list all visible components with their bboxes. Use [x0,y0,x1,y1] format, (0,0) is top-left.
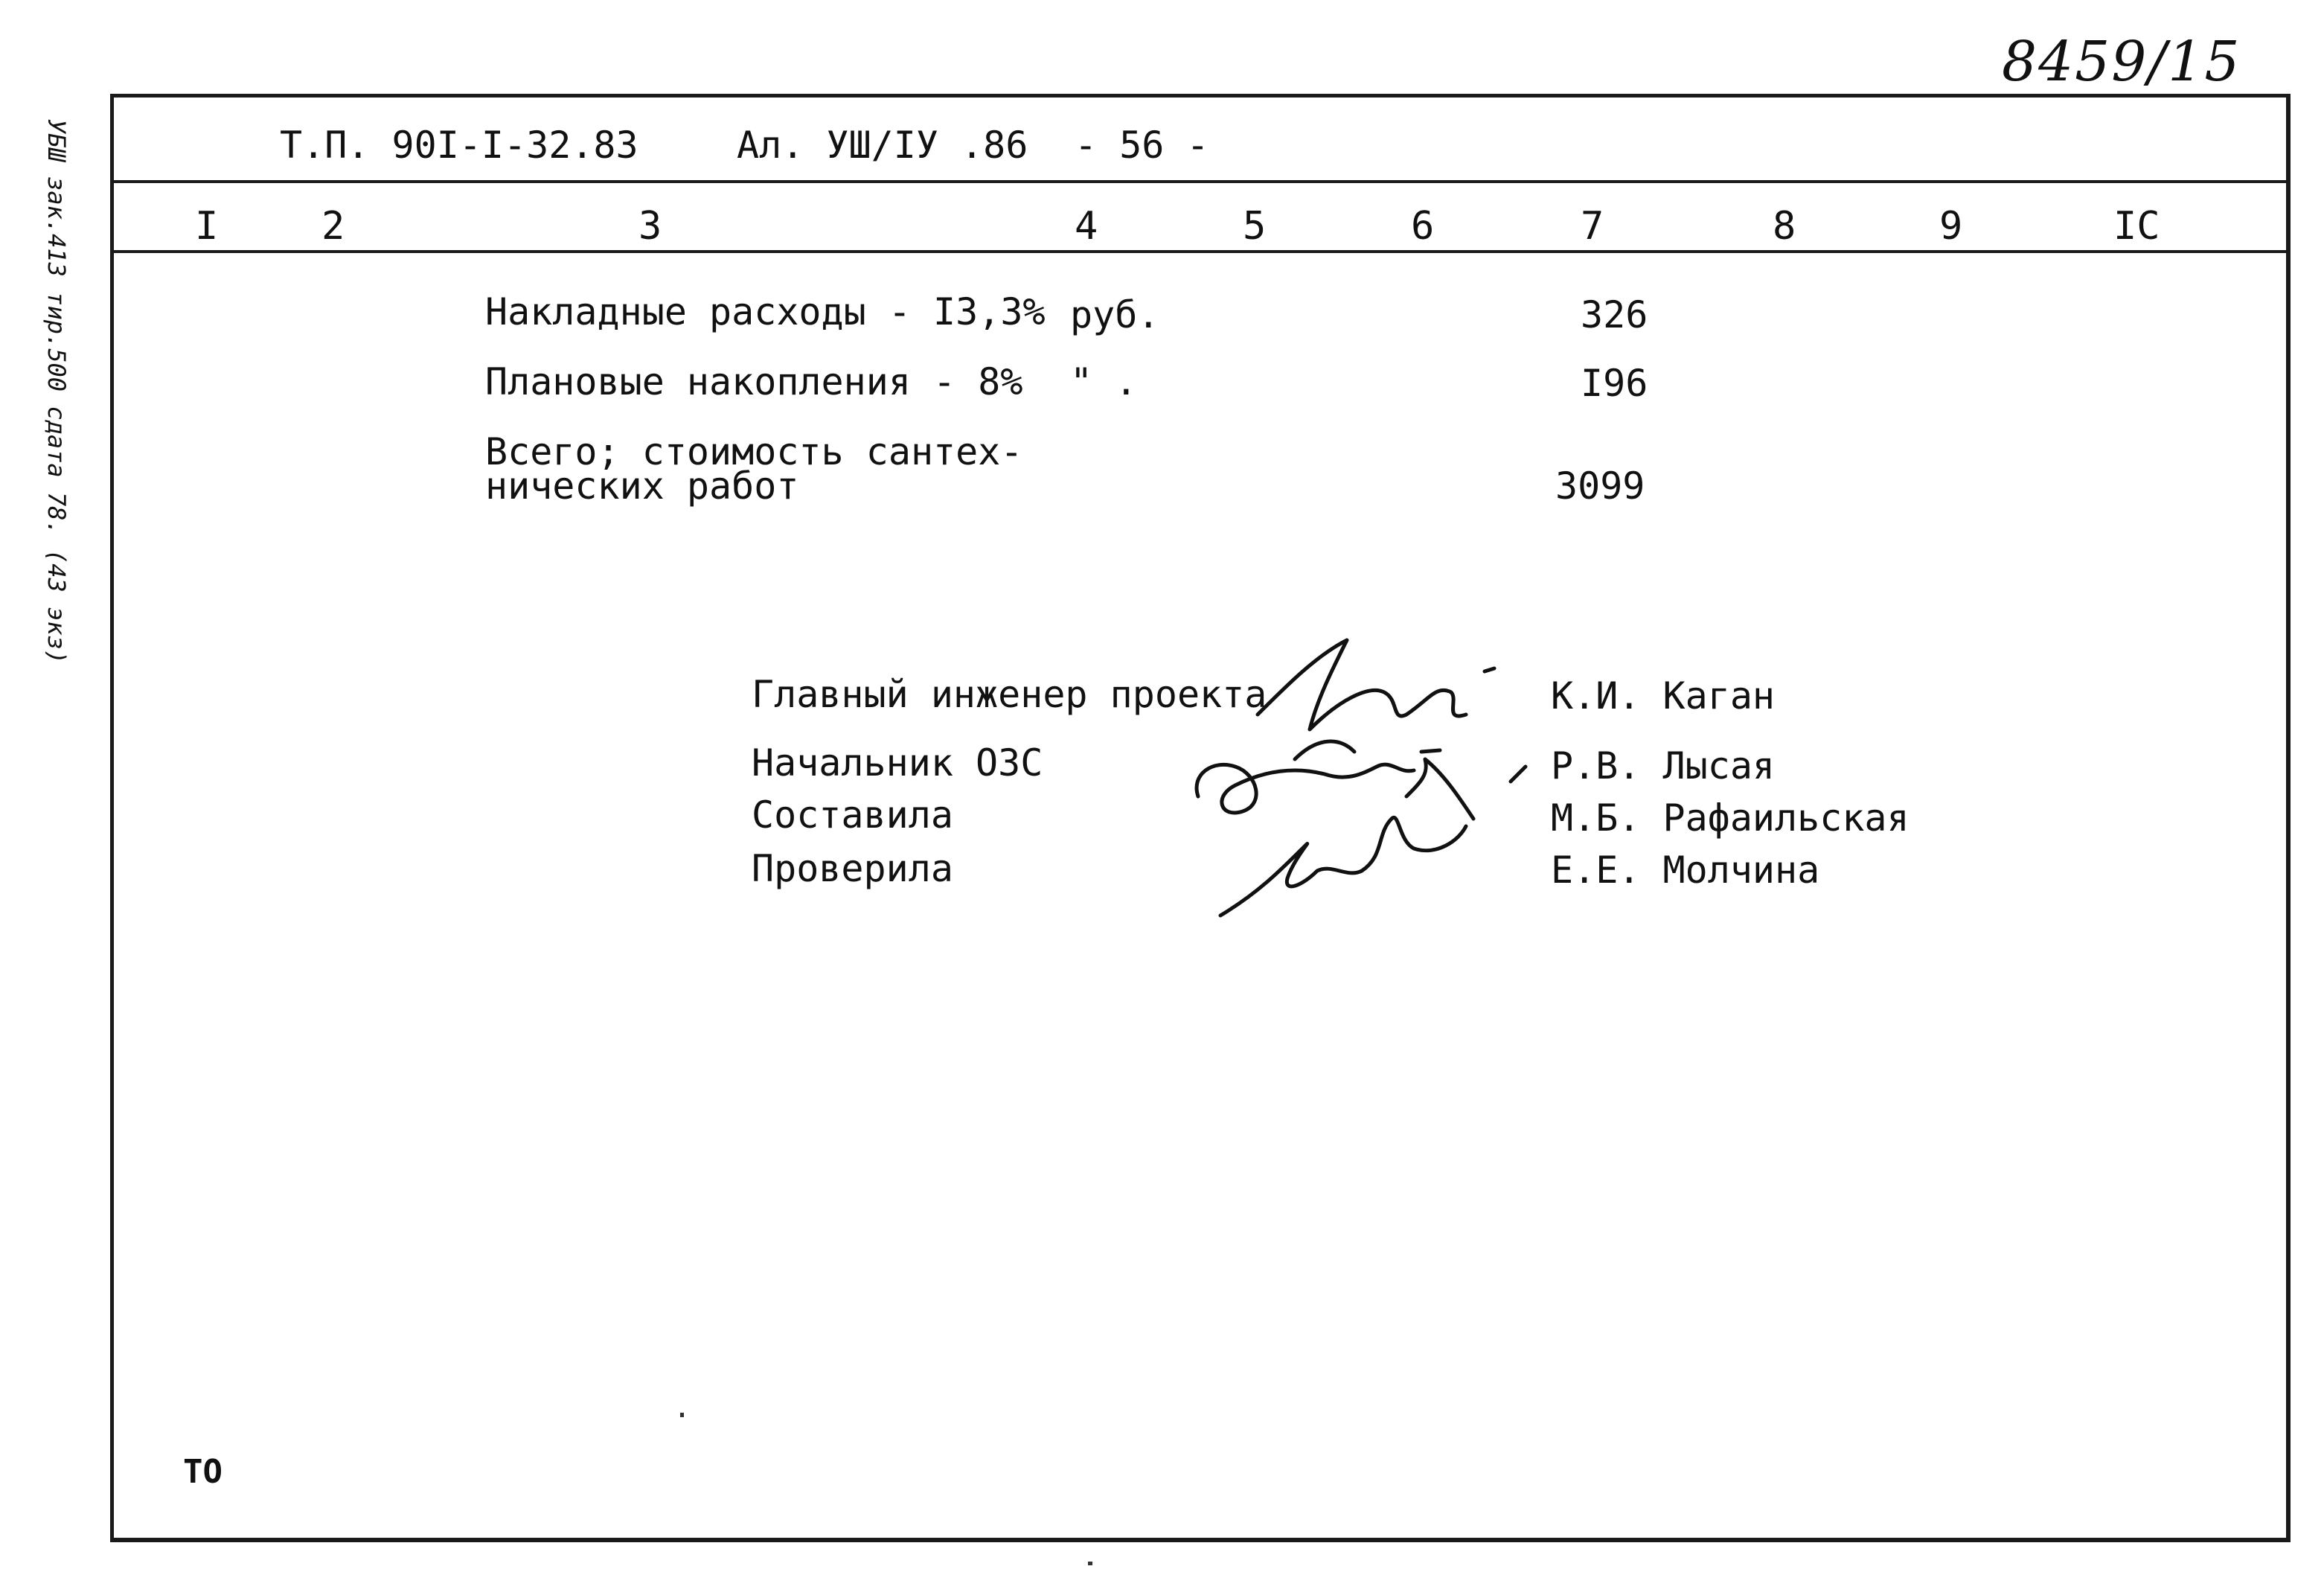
handwritten-signatures [1176,625,1563,938]
col-number: I [195,204,219,249]
col-number: 8 [1773,204,1796,249]
row-value: I96 [1581,362,1648,405]
signature-name: Е.Е. Молчина [1551,849,1820,892]
signature-role: Главный инженер проекта [752,673,1267,716]
row-value: 326 [1581,293,1648,336]
album-code: Ал. УШ/IУ .86 [737,124,1028,167]
column-header-divider [113,250,2288,253]
side-stamp: УБШ зак.413 тир.500 сдата 78. (43 экз) [42,119,71,665]
signature-role: Проверила [752,847,953,890]
signature-role: Начальник ОЗС [752,741,1043,785]
signature-name: Р.В. Лысая [1551,744,1776,787]
row-name: Накладные расходы - I3,3% [485,290,1046,333]
signature-name: К.И. Каган [1551,674,1776,718]
row-name: Плановые накопления - 8% [485,360,1023,403]
col-number: 3 [638,204,662,249]
footer-mark: ТО [183,1453,223,1491]
row-name-line2: нических работ [485,464,799,508]
row-unit: руб. [1070,293,1160,336]
row-unit: " . [1070,360,1138,403]
col-number: IC [2113,204,2160,249]
col-number: 2 [321,204,345,249]
doc-code: Т.П. 90I-I-32.83 [280,124,638,167]
speck [1088,1562,1092,1565]
signature-name: М.Б. Рафаильская [1551,796,1910,840]
archive-number: 8459/15 [2002,30,2241,94]
col-number: 6 [1411,204,1435,249]
page-number: - 56 - [1075,124,1209,167]
col-number: 9 [1939,204,1963,249]
row-name-line1: Всего; стоимость сантех- [485,430,1023,473]
signature-role: Составила [752,793,953,837]
col-number: 7 [1581,204,1604,249]
col-number: 5 [1243,204,1267,249]
col-number: 4 [1075,204,1098,249]
speck [680,1413,684,1417]
header-divider [113,180,2288,183]
row-value: 3099 [1555,464,1645,508]
